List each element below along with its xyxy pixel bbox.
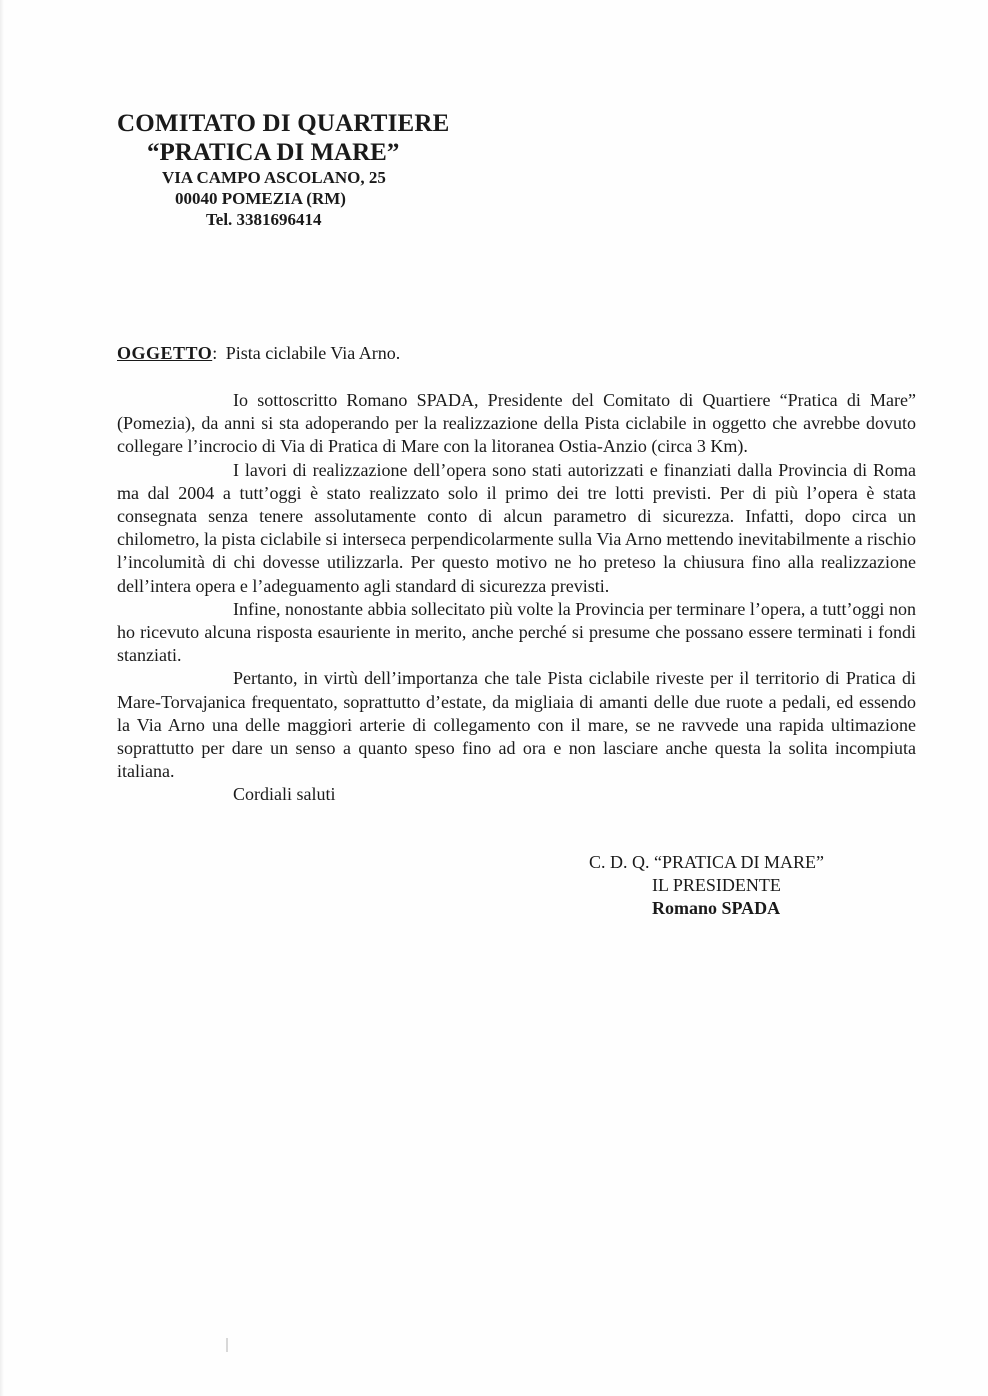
signature-block — [589, 851, 824, 920]
signature-name: Romano SPADA — [652, 898, 781, 918]
closing-greeting: Cordiali saluti — [233, 784, 336, 805]
scan-edge — [0, 0, 4, 1396]
subject-text: Pista ciclabile Via Arno. — [225, 343, 401, 363]
body-paragraph: Io sottoscritto Romano SPADA, Presidente del Comitato di Quartiere “Pratica di Mare” (Pomezia), da anni si sta adoperando per la realizzazione della Pista ciclabile in oggetto che avrebbe dovuto collegare l’incrocio di Via di Pratica di Mare con la litoranea Ostia-Anzio (circa 3 Km). — [117, 390, 916, 457]
letterhead-org: COMITATO DI QUARTIERE — [117, 110, 450, 137]
scan-mark — [226, 1338, 228, 1352]
letter-body — [117, 389, 916, 807]
letterhead-address: VIA CAMPO ASCOLANO, 25 — [162, 168, 386, 187]
letterhead-city: 00040 POMEZIA (RM) — [175, 189, 346, 208]
body-paragraph: I lavori di realizzazione dell’opera sono stati autorizzati e finanziati dalla Provincia di Roma ma dal 2004 a tutt’oggi è stato realizzato solo il primo dei tre lotti previsti. Per di più l’opera è stata consegnata senza tenere assolutamente conto di alcun parametro di sicurezza. Infatti, dopo circa un chilometro, la pista ciclabile si interseca perpendicolarmente sulla Via Arno mettendo inevitabilmente a rischio l’incolumità di chi dovesse utilizzarla. Per questo motivo ne ho preteso la chiusura fino alla realizzazione dell’intera opera e l’adeguamento agli standard di sicurezza previsti. — [117, 459, 916, 596]
signature-role: IL PRESIDENTE — [652, 875, 781, 895]
body-paragraph: Pertanto, in virtù dell’importanza che tale Pista ciclabile riveste per il territorio di Pratica di Mare-Torvajanica frequentato, soprattutto d’estate, da migliaia di amanti delle due ruote a pedali, ed essendo la Via Arno una delle maggiori arterie di collegamento con il mare, se ne ravvede una rapida ultimazione soprattutto per dare un senso a quanto speso fino ad ora e non lasciare anche questa la solita incompiuta italiana. — [117, 668, 916, 782]
subject-line — [117, 341, 400, 365]
letterhead-name: “PRATICA DI MARE” — [147, 139, 400, 166]
letterhead — [117, 108, 537, 230]
body-paragraph: Infine, nonostante abbia sollecitato più volte la Provincia per terminare l’opera, a tutt’oggi non ho ricevuto alcuna risposta esauriente in merito, anche perché si presume che possano essere terminati i fondi stanziati. — [117, 598, 916, 666]
letterhead-tel: Tel. 3381696414 — [206, 210, 322, 229]
subject-separator: : — [212, 343, 218, 363]
signature-org: C. D. Q. “PRATICA DI MARE” — [589, 852, 825, 872]
subject-label: OGGETTO — [117, 343, 213, 363]
